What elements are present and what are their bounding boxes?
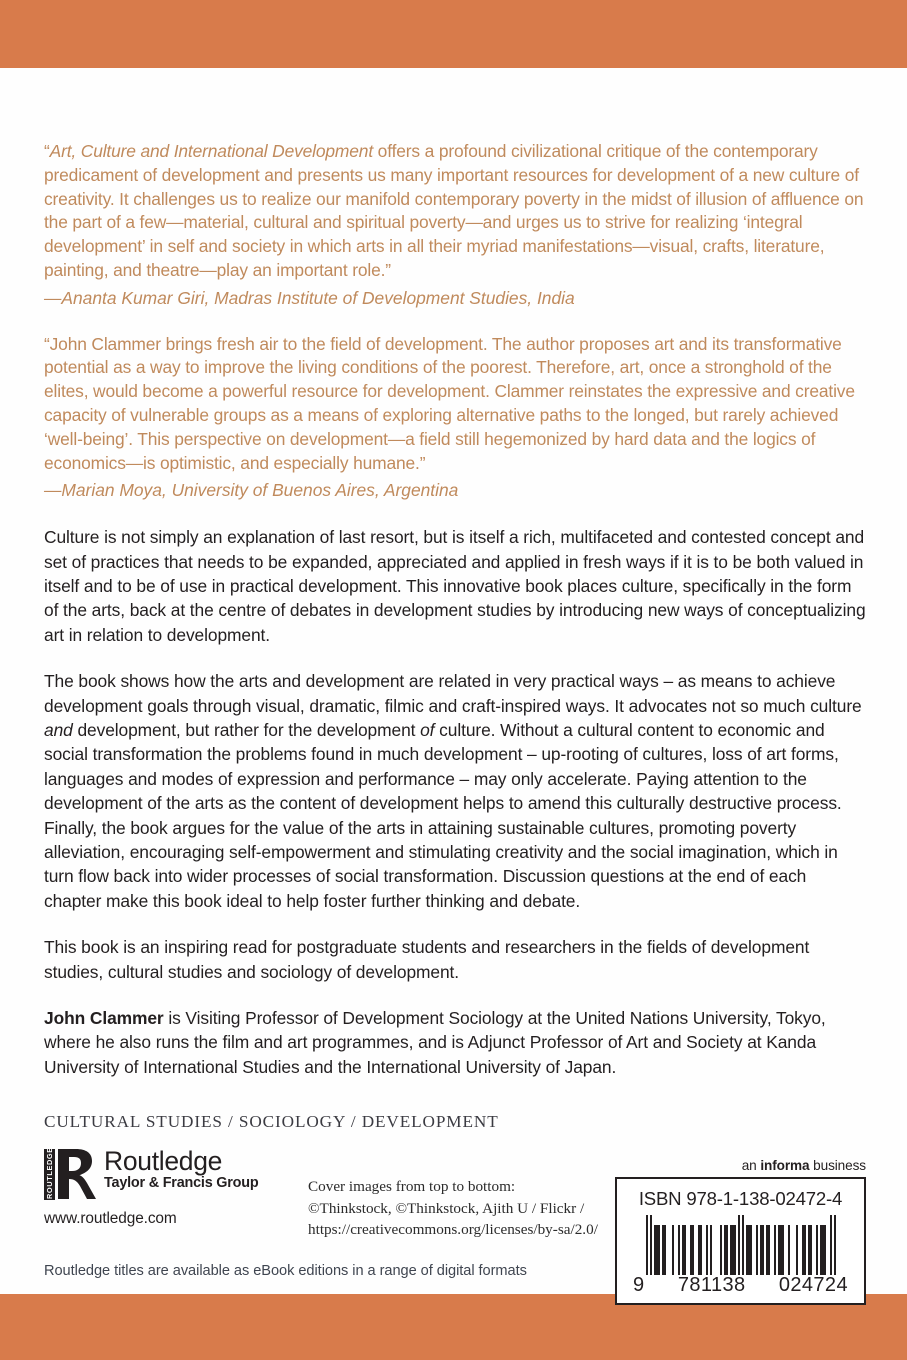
author-bio-paragraph	[44, 1006, 866, 1079]
blurb-p2-seg-1: The book shows how the arts and development are related in very practical ways – as means to achieve development goals through visual, dramatic, filmic and craft-inspired ways. It advocates not so much culture	[44, 671, 862, 716]
ean13-barcode-graphic	[631, 1215, 850, 1275]
publisher-group: Taylor & Francis Group	[104, 1175, 259, 1191]
cover-footer	[44, 1112, 866, 1296]
publisher-logo-block	[44, 1148, 269, 1228]
author-bio-text: is Visiting Professor of Development Sociology at the United Nations University, Tokyo, where he also runs the film and art programmes, and is Adjunct Professor of Art and Society at Kanda University of International Studies and the International University of Japan.	[44, 1008, 826, 1077]
blurb-paragraph-3: This book is an inspiring read for postgraduate students and researchers in the fields of development studies, cultural studies and sociology of development.	[44, 937, 810, 982]
ean13-human-readable-digits	[631, 1274, 850, 1297]
routledge-logo-icon	[44, 1148, 96, 1200]
cover-text-content	[44, 140, 866, 1101]
isbn-barcode-box	[615, 1177, 866, 1305]
blurb-p2-emphasis-and: and	[44, 720, 73, 740]
subject-categories: CULTURAL STUDIES / SOCIOLOGY / DEVELOPMENT	[44, 1112, 499, 1131]
publisher-name: Routledge	[104, 1146, 223, 1176]
endorsement-attribution-1: —Ananta Kumar Giri, Madras Institute of Development Studies, India	[44, 287, 575, 308]
credits-line-3: https://creativecommons.org/licenses/by-sa/2.0/	[308, 1221, 598, 1238]
routledge-wordmark	[96, 1148, 258, 1192]
blurb-p2-seg-3: culture. Without a cultural content to economic and social transformation the problems found in much development – up-rooting of cultures, loss of art forms, languages and modes of expression and performance – may only accelerate. Paying attention to the development of the arts as the content of development helps to amend this culturally destructive process. Finally, the book argues for the value of the arts in attaining sustainable cultures, promoting poverty alleviation, encouraging self-empowerment and stimulating creativity and the social imagination, which in turn flow back into wider processes of social transformation. Discussion questions at the end of each chapter make this book ideal to help foster further thinking and debate.	[44, 720, 842, 911]
blurb-p2-emphasis-of: of	[420, 720, 435, 740]
blurb-p2-seg-2: development, but rather for the development	[72, 720, 421, 740]
endorsement-book-title: Art, Culture and International Development	[49, 141, 373, 161]
credits-line-1: Cover images from top to bottom:	[308, 1178, 516, 1195]
top-color-band	[0, 0, 907, 68]
quote-open-mark: “	[44, 141, 50, 161]
ean-group-right: 024724	[778, 1274, 848, 1296]
isbn-number: ISBN 978-1-138-02472-4	[638, 1188, 843, 1209]
blurb-paragraph-2	[44, 669, 866, 913]
author-name: John Clammer	[44, 1008, 164, 1029]
routledge-logo-lockup	[44, 1148, 269, 1202]
cover-image-credits	[308, 1176, 598, 1241]
credits-line-2: ©Thinkstock, ©Thinkstock, Ajith U / Flickr /	[308, 1199, 585, 1217]
informa-prefix: an	[741, 1158, 761, 1173]
routledge-vertical-wordmark: ROUTLEDGE	[45, 1147, 54, 1199]
endorsement-quote-2: “John Clammer brings fresh air to the field of development. The author proposes art and its transformative potential as a way to improve the living conditions of the poorest. Therefore, art, once a stronghold of the elites, would become a powerful resource for development. Clammer reinstates the expressive and creative capacity of vulnerable groups as a means of exploring alternative paths to the longed, but rarely achieved ‘well-being’. This perspective on development—a field still hegemonized by hard data and the logics of economics—is optimistic, and especially humane.”	[44, 333, 855, 473]
informa-suffix: business	[809, 1158, 866, 1173]
endorsement-attribution-2: —Marian Moya, University of Buenos Aires, Argentina	[44, 480, 459, 501]
ean-group-left: 781138	[677, 1274, 746, 1296]
blurb-paragraph-1: Culture is not simply an explanation of last resort, but is itself a rich, multifaceted and contested concept and set of practices that needs to be expanded, appreciated and applied in fresh ways if it is to be both valued in itself and to be of use in practical development. This innovative book places culture, specifically in the form of the arts, back at the centre of debates in development studies by introducing new ways of conceptualizing art in relation to development.	[44, 527, 866, 645]
routledge-r-glyph-icon	[56, 1148, 96, 1200]
ean-check-left: 9	[633, 1274, 645, 1296]
barcode-area	[615, 1158, 866, 1305]
ebook-availability-note: Routledge titles are available as eBook editions in a range of digital formats	[44, 1262, 527, 1279]
informa-business-tagline	[615, 1158, 866, 1173]
informa-brand: informa	[760, 1158, 810, 1173]
endorsement-quote-1-text: offers a profound civilizational critique of the contemporary predicament of development and presents us many important resources for development of a new culture of creativity. It challenges us to realize our manifold contemporary poverty in the midst of illusion of affluence on the part of a few—material, cultural and spiritual poverty—and urges us to strive for realizing ‘integral development’ in self and society in which arts in all their myriad manifestations—visual, crafts, literature, painting, and theatre—play an important role.”	[44, 141, 864, 280]
publisher-website[interactable]: www.routledge.com	[44, 1210, 177, 1227]
endorsement-quote-1	[44, 140, 866, 283]
